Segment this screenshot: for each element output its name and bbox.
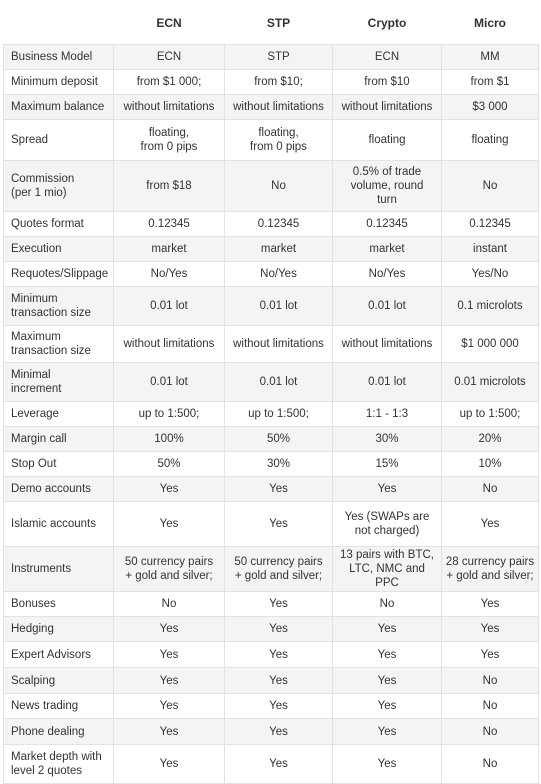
cell-micro: Yes/No bbox=[442, 262, 539, 287]
cell-micro: from $1 bbox=[442, 70, 539, 95]
table-row bbox=[4, 237, 539, 262]
cell-crypto: market bbox=[333, 237, 442, 262]
cell-ecn: up to 1:500; bbox=[114, 402, 225, 427]
cell-micro: 20% bbox=[442, 427, 539, 452]
header-stp: STP bbox=[225, 2, 333, 45]
cell-ecn: 0.01 lot bbox=[114, 363, 225, 402]
cell-stp: Yes bbox=[225, 477, 333, 502]
cell-crypto: Yes bbox=[333, 694, 442, 719]
cell-stp: without limitations bbox=[225, 95, 333, 120]
cell-micro: 0.1 microlots bbox=[442, 287, 539, 326]
cell-ecn: Yes bbox=[114, 502, 225, 547]
cell-stp: 0.01 lot bbox=[225, 363, 333, 402]
cell-stp: Yes bbox=[225, 745, 333, 784]
row-label: Maximum transaction size bbox=[4, 326, 114, 363]
row-label: Minimum transaction size bbox=[4, 287, 114, 326]
cell-stp: 50% bbox=[225, 427, 333, 452]
cell-ecn: Yes bbox=[114, 745, 225, 784]
table-row bbox=[4, 95, 539, 120]
table-row bbox=[4, 668, 539, 694]
header-ecn: ECN bbox=[114, 2, 225, 45]
table-row bbox=[4, 70, 539, 95]
cell-ecn: No/Yes bbox=[114, 262, 225, 287]
table-row bbox=[4, 547, 539, 592]
cell-stp: Yes bbox=[225, 668, 333, 694]
cell-stp: Yes bbox=[225, 617, 333, 642]
row-label: Business Model bbox=[4, 45, 114, 70]
row-label: Bonuses bbox=[4, 592, 114, 617]
cell-crypto: Yes bbox=[333, 642, 442, 668]
table-row bbox=[4, 161, 539, 212]
cell-ecn: from $18 bbox=[114, 161, 225, 212]
cell-crypto: 0.01 lot bbox=[333, 363, 442, 402]
cell-stp: 0.12345 bbox=[225, 212, 333, 237]
row-label: Spread bbox=[4, 120, 114, 161]
cell-crypto: floating bbox=[333, 120, 442, 161]
table-row bbox=[4, 617, 539, 642]
table-row bbox=[4, 212, 539, 237]
cell-crypto: Yes bbox=[333, 477, 442, 502]
cell-micro: 10% bbox=[442, 452, 539, 477]
row-label: Quotes format bbox=[4, 212, 114, 237]
cell-micro: $1 000 000 bbox=[442, 326, 539, 363]
table-row bbox=[4, 452, 539, 477]
cell-crypto: 0.12345 bbox=[333, 212, 442, 237]
cell-micro: 28 currency pairs + gold and silver; bbox=[442, 547, 539, 592]
cell-ecn: 0.12345 bbox=[114, 212, 225, 237]
cell-ecn: 0.01 lot bbox=[114, 287, 225, 326]
cell-ecn: without limitations bbox=[114, 326, 225, 363]
table-row bbox=[4, 326, 539, 363]
table-row bbox=[4, 363, 539, 402]
cell-stp: floating, from 0 pips bbox=[225, 120, 333, 161]
cell-stp: Yes bbox=[225, 642, 333, 668]
account-comparison-table bbox=[3, 2, 539, 784]
header-crypto: Crypto bbox=[333, 2, 442, 45]
table-row bbox=[4, 45, 539, 70]
cell-micro: $3 000 bbox=[442, 95, 539, 120]
table-row bbox=[4, 592, 539, 617]
cell-micro: floating bbox=[442, 120, 539, 161]
cell-crypto: Yes bbox=[333, 745, 442, 784]
row-label: Expert Advisors bbox=[4, 642, 114, 668]
cell-crypto: 13 pairs with BTC, LTC, NMC and PPC bbox=[333, 547, 442, 592]
cell-micro: Yes bbox=[442, 642, 539, 668]
cell-crypto: without limitations bbox=[333, 95, 442, 120]
table-header bbox=[4, 2, 539, 45]
cell-ecn: without limitations bbox=[114, 95, 225, 120]
cell-micro: No bbox=[442, 668, 539, 694]
table-body bbox=[4, 45, 539, 784]
cell-ecn: floating, from 0 pips bbox=[114, 120, 225, 161]
cell-micro: No bbox=[442, 745, 539, 784]
row-label: News trading bbox=[4, 694, 114, 719]
table-row bbox=[4, 502, 539, 547]
row-label: Execution bbox=[4, 237, 114, 262]
header-corner bbox=[4, 2, 114, 45]
cell-stp: from $10; bbox=[225, 70, 333, 95]
cell-micro: MM bbox=[442, 45, 539, 70]
cell-stp: No bbox=[225, 161, 333, 212]
cell-crypto: from $10 bbox=[333, 70, 442, 95]
cell-crypto: Yes bbox=[333, 617, 442, 642]
header-micro: Micro bbox=[442, 2, 539, 45]
cell-stp: Yes bbox=[225, 592, 333, 617]
cell-ecn: Yes bbox=[114, 668, 225, 694]
table-row bbox=[4, 745, 539, 784]
cell-ecn: Yes bbox=[114, 617, 225, 642]
cell-crypto: 30% bbox=[333, 427, 442, 452]
cell-stp: up to 1:500; bbox=[225, 402, 333, 427]
row-label: Islamic accounts bbox=[4, 502, 114, 547]
cell-crypto: ECN bbox=[333, 45, 442, 70]
cell-stp: Yes bbox=[225, 719, 333, 745]
cell-micro: No bbox=[442, 694, 539, 719]
cell-micro: 0.12345 bbox=[442, 212, 539, 237]
cell-ecn: from $1 000; bbox=[114, 70, 225, 95]
cell-crypto: Yes (SWAPs are not charged) bbox=[333, 502, 442, 547]
cell-micro: Yes bbox=[442, 502, 539, 547]
cell-crypto: No bbox=[333, 592, 442, 617]
row-label: Scalping bbox=[4, 668, 114, 694]
table-row bbox=[4, 402, 539, 427]
row-label: Instruments bbox=[4, 547, 114, 592]
row-label: Requotes/Slippage bbox=[4, 262, 114, 287]
cell-stp: No/Yes bbox=[225, 262, 333, 287]
cell-crypto: 15% bbox=[333, 452, 442, 477]
table-row bbox=[4, 719, 539, 745]
cell-stp: market bbox=[225, 237, 333, 262]
row-label: Phone dealing bbox=[4, 719, 114, 745]
table-row bbox=[4, 642, 539, 668]
cell-stp: STP bbox=[225, 45, 333, 70]
table-row bbox=[4, 694, 539, 719]
cell-micro: 0.01 microlots bbox=[442, 363, 539, 402]
cell-ecn: Yes bbox=[114, 642, 225, 668]
cell-stp: Yes bbox=[225, 502, 333, 547]
cell-ecn: 50 currency pairs + gold and silver; bbox=[114, 547, 225, 592]
cell-micro: Yes bbox=[442, 592, 539, 617]
cell-micro: up to 1:500; bbox=[442, 402, 539, 427]
row-label: Minimal increment bbox=[4, 363, 114, 402]
table-row bbox=[4, 477, 539, 502]
cell-ecn: market bbox=[114, 237, 225, 262]
cell-stp: 0.01 lot bbox=[225, 287, 333, 326]
cell-micro: instant bbox=[442, 237, 539, 262]
row-label: Demo accounts bbox=[4, 477, 114, 502]
cell-ecn: ECN bbox=[114, 45, 225, 70]
row-label: Hedging bbox=[4, 617, 114, 642]
table-row bbox=[4, 262, 539, 287]
cell-ecn: Yes bbox=[114, 694, 225, 719]
cell-stp: Yes bbox=[225, 694, 333, 719]
table-row bbox=[4, 287, 539, 326]
cell-ecn: Yes bbox=[114, 719, 225, 745]
cell-ecn: Yes bbox=[114, 477, 225, 502]
cell-stp: 30% bbox=[225, 452, 333, 477]
row-label: Stop Out bbox=[4, 452, 114, 477]
cell-crypto: Yes bbox=[333, 719, 442, 745]
cell-crypto: 0.5% of trade volume, round turn bbox=[333, 161, 442, 212]
cell-micro: No bbox=[442, 161, 539, 212]
cell-crypto: 0.01 lot bbox=[333, 287, 442, 326]
cell-stp: without limitations bbox=[225, 326, 333, 363]
cell-micro: No bbox=[442, 477, 539, 502]
table-row bbox=[4, 120, 539, 161]
cell-ecn: 100% bbox=[114, 427, 225, 452]
cell-micro: Yes bbox=[442, 617, 539, 642]
cell-crypto: 1:1 - 1:3 bbox=[333, 402, 442, 427]
row-label: Maximum balance bbox=[4, 95, 114, 120]
cell-crypto: No/Yes bbox=[333, 262, 442, 287]
row-label: Minimum deposit bbox=[4, 70, 114, 95]
cell-micro: No bbox=[442, 719, 539, 745]
cell-ecn: 50% bbox=[114, 452, 225, 477]
row-label: Leverage bbox=[4, 402, 114, 427]
cell-crypto: without limitations bbox=[333, 326, 442, 363]
cell-stp: 50 currency pairs + gold and silver; bbox=[225, 547, 333, 592]
row-label: Commission (per 1 mio) bbox=[4, 161, 114, 212]
row-label: Margin call bbox=[4, 427, 114, 452]
row-label: Market depth with level 2 quotes bbox=[4, 745, 114, 784]
table-row bbox=[4, 427, 539, 452]
cell-crypto: Yes bbox=[333, 668, 442, 694]
cell-ecn: No bbox=[114, 592, 225, 617]
